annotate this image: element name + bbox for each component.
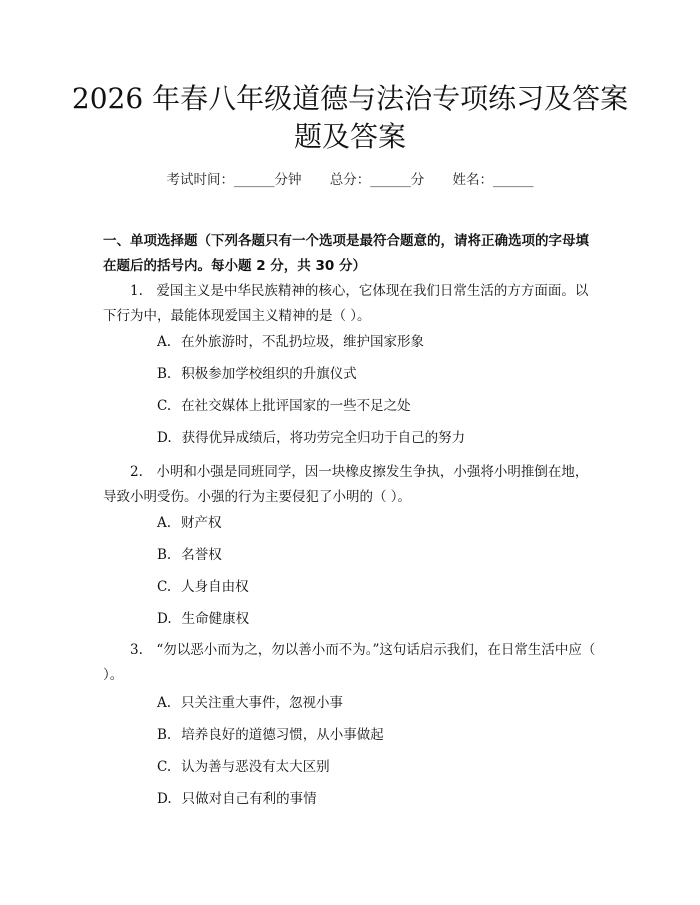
answer-option (157, 609, 597, 629)
option-letter: C. (157, 398, 172, 414)
answer-option (157, 789, 597, 809)
section-heading: 一、单项选择题（下列各题只有一个选项是最符合题意的，请将正确选项的字母填在题后的括号内。每小题 2 分，共 30 分） (103, 233, 589, 274)
answer-option (157, 693, 597, 713)
answer-option (157, 757, 597, 777)
answer-option (157, 577, 597, 597)
exam-total-score: 总分：______分 (329, 172, 425, 188)
option-letter: A. (157, 515, 172, 531)
option-letter: C. (157, 759, 172, 775)
option-text: 生命健康权 (181, 611, 250, 627)
answer-option (157, 332, 597, 352)
answer-option (157, 364, 597, 384)
option-text: 获得优异成绩后，将功劳完全归功于自己的努力 (181, 430, 466, 446)
option-text: 只关注重大事件，忽视小事 (181, 695, 344, 711)
answer-option (157, 513, 597, 533)
answer-option (157, 545, 597, 565)
option-text: 认为善与恶没有太大区别 (181, 759, 330, 775)
option-text: 在社交媒体上批评国家的一些不足之处 (181, 398, 411, 414)
option-letter: B. (157, 547, 172, 563)
page-title: 2026 年春八年级道德与法治专项练习及答案 (71, 82, 629, 115)
question-stem: 3. “勿以恶小而为之，勿以善小而不为。”这句话启示我们，在日常生活中应（ ）。 (103, 642, 596, 683)
question-stem: 1. 爱国主义是中华民族精神的核心，它体现在我们日常生活的方方面面。以下行为中，最能体现爱国主义精神的是（ ）。 (103, 283, 589, 324)
option-letter: C. (157, 579, 172, 595)
answer-option (157, 428, 597, 448)
option-letter: B. (157, 366, 172, 382)
option-letter: D. (157, 791, 172, 807)
exam-meta (0, 168, 700, 188)
option-text: 只做对自己有利的事情 (181, 791, 317, 807)
student-name: 姓名：______ (452, 172, 534, 188)
option-letter: A. (157, 334, 172, 350)
option-text: 人身自由权 (181, 579, 249, 595)
answer-option (157, 396, 597, 416)
option-text: 财产权 (181, 515, 222, 531)
option-letter: D. (157, 611, 172, 627)
option-text: 在外旅游时，不乱扔垃圾，维护国家形象 (181, 334, 425, 350)
option-letter: D. (157, 430, 172, 446)
option-text: 名誉权 (181, 547, 222, 563)
option-text: 培养良好的道德习惯，从小事做起 (181, 727, 384, 743)
answer-option (157, 725, 597, 745)
page-title-continued: 题及答案 (293, 120, 406, 153)
option-text: 积极参加学校组织的升旗仪式 (181, 366, 357, 382)
question-stem: 2. 小明和小强是同班同学，因一块橡皮擦发生争执，小强将小明推倒在地，导致小明受伤。小强的行为主要侵犯了小明的（ ）。 (103, 464, 589, 505)
exam-time: 考试时间：______分钟 (166, 172, 302, 188)
option-letter: A. (157, 695, 172, 711)
option-letter: B. (157, 727, 172, 743)
